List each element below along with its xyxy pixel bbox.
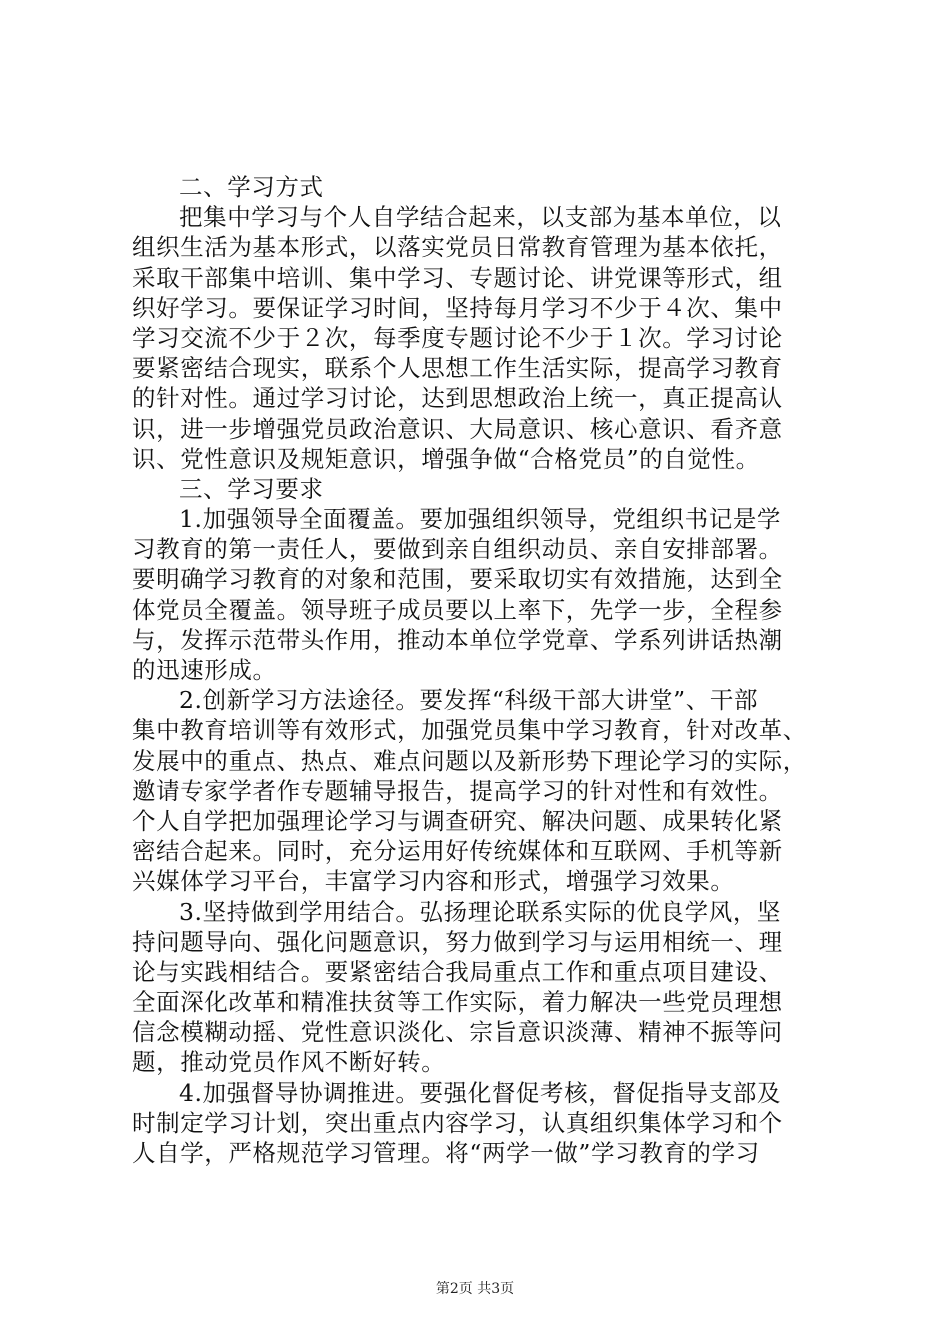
page-footer: 第2页 共3页 [435, 1281, 515, 1297]
text-line: 兴媒体学习平台，丰富学习内容和形式，增强学习效果。 [132, 867, 735, 896]
text-line: 论与实践相结合。要紧密结合我局重点工作和重点项目建设、 [132, 957, 783, 986]
text-line: 个人自学把加强理论学习与调查研究、解决问题、成果转化紧 [132, 806, 783, 835]
text-line: 全面深化改革和精准扶贫等工作实际，着力解决一些党员理想 [132, 988, 783, 1017]
text-line: 织好学习。要保证学习时间，坚持每月学习不少于４次、集中 [132, 293, 783, 322]
text-line: 发展中的重点、热点、难点问题以及新形势下理论学习的实际， [132, 746, 807, 775]
text-line: 信念模糊动摇、党性意识淡化、宗旨意识淡薄、精神不振等问 [132, 1018, 783, 1047]
text-line: 组织生活为基本形式，以落实党员日常教育管理为基本依托， [132, 233, 783, 262]
text-line: 体党员全覆盖。领导班子成员要以上率下，先学一步，全程参 [132, 595, 783, 624]
text-line: 学习交流不少于２次，每季度专题讨论不少于１次。学习讨论 [132, 323, 783, 352]
paragraph-start-line: 4.加强督导协调推进。要强化督促考核，督促指导支部及 [179, 1078, 782, 1107]
text-line: 人自学，严格规范学习管理。将“两学一做”学习教育的学习 [132, 1139, 760, 1167]
paragraph-start-line: 2.创新学习方法途径。要发挥“科级干部大讲堂”、干部 [179, 686, 759, 715]
text-line: 持问题导向、强化问题意识，努力做到学习与运用相统一、理 [132, 927, 783, 956]
text-line: 识，进一步增强党员政治意识、大局意识、核心意识、看齐意 [132, 414, 783, 443]
paragraph-start-line: 1.加强领导全面覆盖。要加强组织领导，党组织书记是学 [179, 505, 782, 534]
paragraph-start-line: 3.坚持做到学用结合。弘扬理论联系实际的优良学风，坚 [179, 897, 782, 926]
text-line: 习教育的第一责任人，要做到亲自组织动员、亲自安排部署。 [132, 535, 783, 564]
text-line: 题，推动党员作风不断好转。 [132, 1048, 446, 1077]
text-line: 识、党性意识及规矩意识，增强争做“合格党员”的自觉性。 [132, 444, 760, 473]
text-line: 集中教育培训等有效形式，加强党员集中学习教育，针对改革、 [132, 716, 807, 745]
text-line: 邀请专家学者作专题辅导报告，提高学习的针对性和有效性。 [132, 776, 783, 805]
text-line: 的迅速形成。 [132, 656, 277, 684]
text-line: 的针对性。通过学习讨论，达到思想政治上统一，真正提高认 [132, 384, 783, 413]
text-line: 采取干部集中培训、集中学习、专题讨论、讲党课等形式，组 [132, 263, 783, 292]
paragraph-start-line: 二、学习方式 [179, 173, 324, 201]
text-line: 要明确学习教育的对象和范围，要采取切实有效措施，达到全 [132, 565, 783, 594]
paragraph-start-line: 把集中学习与个人自学结合起来，以支部为基本单位，以 [179, 203, 782, 232]
text-line: 时制定学习计划，突出重点内容学习，认真组织集体学习和个 [132, 1108, 783, 1137]
paragraph-start-line: 三、学习要求 [179, 474, 324, 503]
text-line: 要紧密结合现实，联系个人思想工作生活实际，提高学习教育 [132, 354, 783, 383]
text-line: 与，发挥示范带头作用，推动本单位学党章、学系列讲话热潮 [132, 625, 783, 654]
document-body [132, 172, 832, 1168]
text-line: 密结合起来。同时，充分运用好传统媒体和互联网、手机等新 [132, 837, 783, 866]
